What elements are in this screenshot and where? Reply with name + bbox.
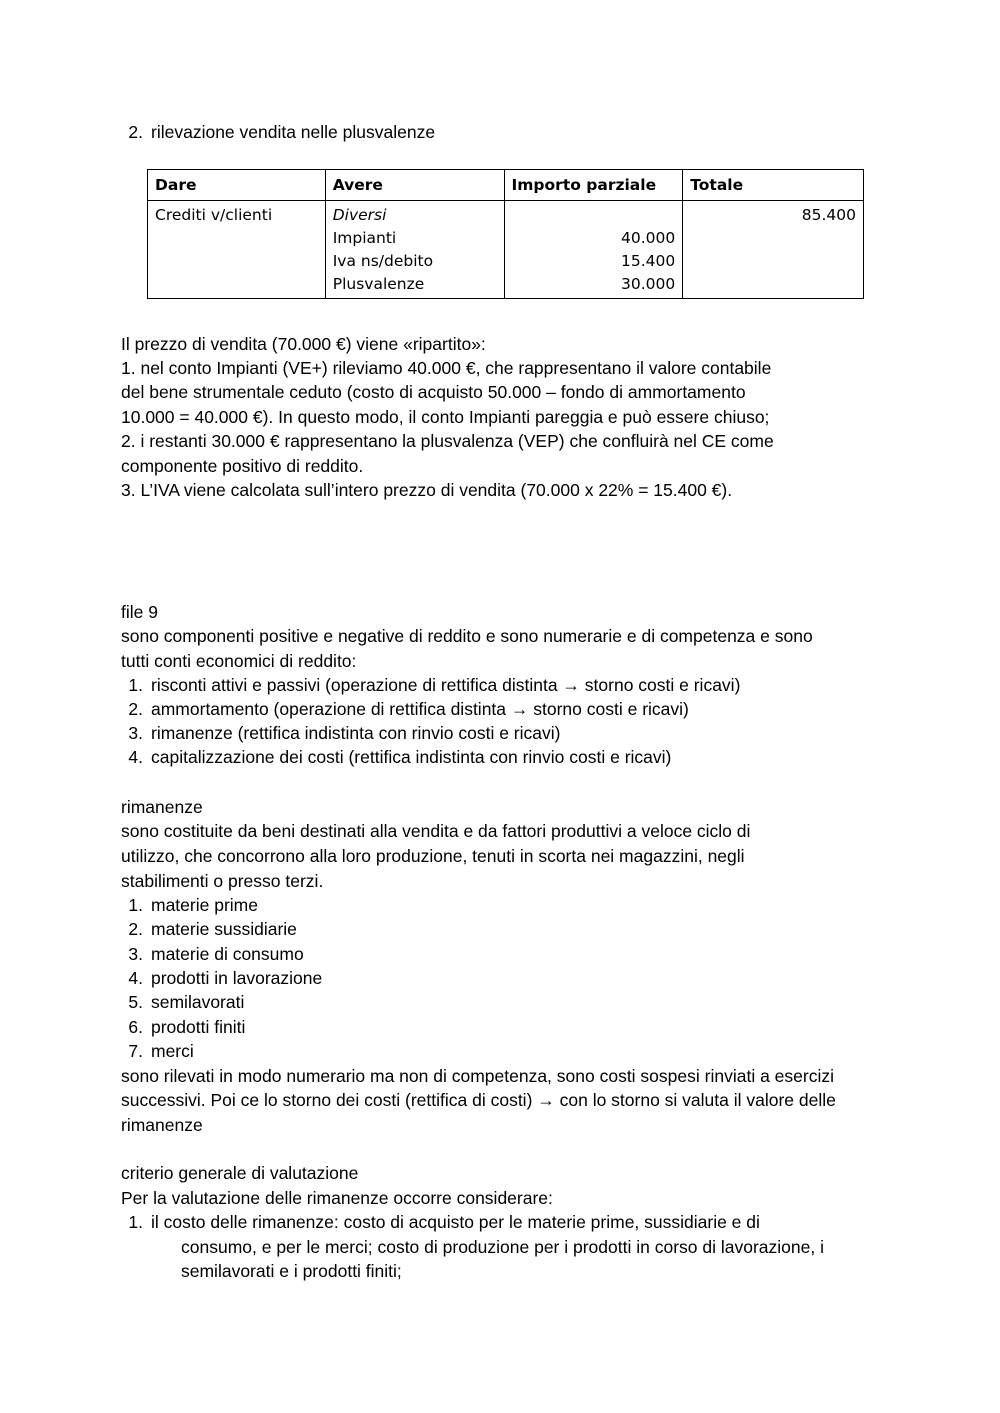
explanation-line: 1. nel conto Impianti (VE+) rileviamo 40.000 €, che rappresentano il valore contabile bbox=[121, 358, 772, 378]
list-item bbox=[113, 721, 560, 745]
explanation-line: 3. L’IVA viene calcolata sull’intero prezzo di vendita (70.000 x 22% = 15.400 €). bbox=[121, 480, 733, 500]
list-text: merci bbox=[151, 1041, 194, 1061]
table-row bbox=[148, 201, 864, 299]
header-avere: Avere bbox=[325, 170, 504, 201]
list-number: 4. bbox=[128, 968, 143, 988]
list-text: il costo delle rimanenze: costo di acquisto per le materie prime, sussidiarie e di bbox=[151, 1212, 760, 1232]
list-item bbox=[113, 1039, 194, 1063]
dare-account: Crediti v/clienti bbox=[155, 206, 273, 224]
list-item bbox=[113, 942, 304, 966]
explanation-line: componente positivo di reddito. bbox=[121, 456, 364, 476]
journal-entry-table bbox=[147, 169, 864, 299]
header-dare: Dare bbox=[148, 170, 326, 201]
list-number: 1. bbox=[128, 675, 143, 695]
list-text: prodotti finiti bbox=[151, 1017, 246, 1037]
list-item bbox=[113, 745, 671, 769]
paragraph-line: successivi. Poi ce lo storno dei costi (rettifica di costi) → con lo storno si valuta il valore delle bbox=[121, 1090, 836, 1110]
importo-value: 40.000 bbox=[621, 229, 676, 247]
importo-value: 30.000 bbox=[621, 275, 676, 293]
list-text: prodotti in lavorazione bbox=[151, 968, 323, 988]
paragraph-line: sono rilevati in modo numerario ma non di competenza, sono costi sospesi rinviati a esercizi bbox=[121, 1066, 834, 1086]
list-number: 4. bbox=[128, 747, 143, 767]
totale-value: 85.400 bbox=[801, 206, 856, 224]
explanation-line: 2. i restanti 30.000 € rappresentano la plusvalenza (VEP) che confluirà nel CE come bbox=[121, 431, 774, 451]
list-number: 3. bbox=[128, 944, 143, 964]
list-text: rimanenze (rettifica indistinta con rinvio costi e ricavi) bbox=[151, 723, 561, 743]
explanation-line: Il prezzo di vendita (70.000 €) viene «ripartito»: bbox=[121, 334, 486, 354]
cell-importo-parziale bbox=[504, 201, 683, 299]
avere-account: Plusvalenze bbox=[332, 275, 425, 293]
list-number: 1. bbox=[128, 1212, 143, 1232]
header-importo-parziale: Importo parziale bbox=[504, 170, 683, 201]
list-item bbox=[113, 120, 435, 144]
paragraph-line: tutti conti economici di reddito: bbox=[121, 651, 357, 671]
list-number: 2. bbox=[128, 699, 143, 719]
paragraph-line: rimanenze bbox=[121, 1115, 203, 1135]
list-item bbox=[113, 917, 297, 941]
avere-account: Diversi bbox=[332, 206, 387, 224]
list-text: materie sussidiarie bbox=[151, 919, 297, 939]
list-number: 1. bbox=[128, 895, 143, 915]
list-item bbox=[113, 697, 689, 721]
list-number: 3. bbox=[128, 723, 143, 743]
list-number: 2. bbox=[128, 919, 143, 939]
paragraph-line: sono componenti positive e negative di reddito e sono numerarie e di competenza e sono bbox=[121, 626, 813, 646]
cell-totale bbox=[683, 201, 864, 299]
list-text: risconti attivi e passivi (operazione di rettifica distinta → storno costi e ricavi) bbox=[151, 675, 741, 695]
list-item bbox=[113, 673, 740, 697]
table-header-row bbox=[148, 170, 864, 201]
header-totale: Totale bbox=[683, 170, 864, 201]
list-item bbox=[113, 1015, 245, 1039]
explanation-line: del bene strumentale ceduto (costo di acquisto 50.000 – fondo di ammortamento bbox=[121, 382, 746, 402]
list-text: semilavorati bbox=[151, 992, 245, 1012]
section-title: criterio generale di valutazione bbox=[121, 1163, 359, 1183]
explanation-line: 10.000 = 40.000 €). In questo modo, il conto Impianti pareggia e può essere chiuso; bbox=[121, 407, 770, 427]
cell-avere bbox=[325, 201, 504, 299]
list-number: 5. bbox=[128, 992, 143, 1012]
list-item bbox=[113, 893, 258, 917]
list-item bbox=[113, 990, 244, 1014]
list-item bbox=[113, 966, 322, 990]
list-text-continuation: semilavorati e i prodotti finiti; bbox=[181, 1261, 402, 1281]
list-item bbox=[113, 1210, 760, 1234]
list-number: 2. bbox=[128, 122, 143, 142]
list-text: capitalizzazione dei costi (rettifica indistinta con rinvio costi e ricavi) bbox=[151, 747, 672, 767]
paragraph-line: Per la valutazione delle rimanenze occorre considerare: bbox=[121, 1188, 553, 1208]
list-text: ammortamento (operazione di rettifica distinta → storno costi e ricavi) bbox=[151, 699, 689, 719]
paragraph-line: stabilimenti o presso terzi. bbox=[121, 871, 324, 891]
list-text: materie prime bbox=[151, 895, 258, 915]
list-number: 7. bbox=[128, 1041, 143, 1061]
list-text: rilevazione vendita nelle plusvalenze bbox=[151, 122, 436, 142]
list-text: materie di consumo bbox=[151, 944, 304, 964]
section-title: rimanenze bbox=[121, 797, 203, 817]
list-text-continuation: consumo, e per le merci; costo di produzione per i prodotti in corso di lavorazione, i bbox=[181, 1237, 824, 1257]
avere-account: Iva ns/debito bbox=[332, 252, 434, 270]
paragraph-line: utilizzo, che concorrono alla loro produzione, tenuti in scorta nei magazzini, negli bbox=[121, 846, 745, 866]
section-title: file 9 bbox=[121, 602, 158, 622]
paragraph-line: sono costituite da beni destinati alla vendita e da fattori produttivi a veloce ciclo di bbox=[121, 821, 751, 841]
importo-value: 15.400 bbox=[621, 252, 676, 270]
list-number: 6. bbox=[128, 1017, 143, 1037]
cell-dare bbox=[148, 201, 326, 299]
avere-account: Impianti bbox=[332, 229, 397, 247]
